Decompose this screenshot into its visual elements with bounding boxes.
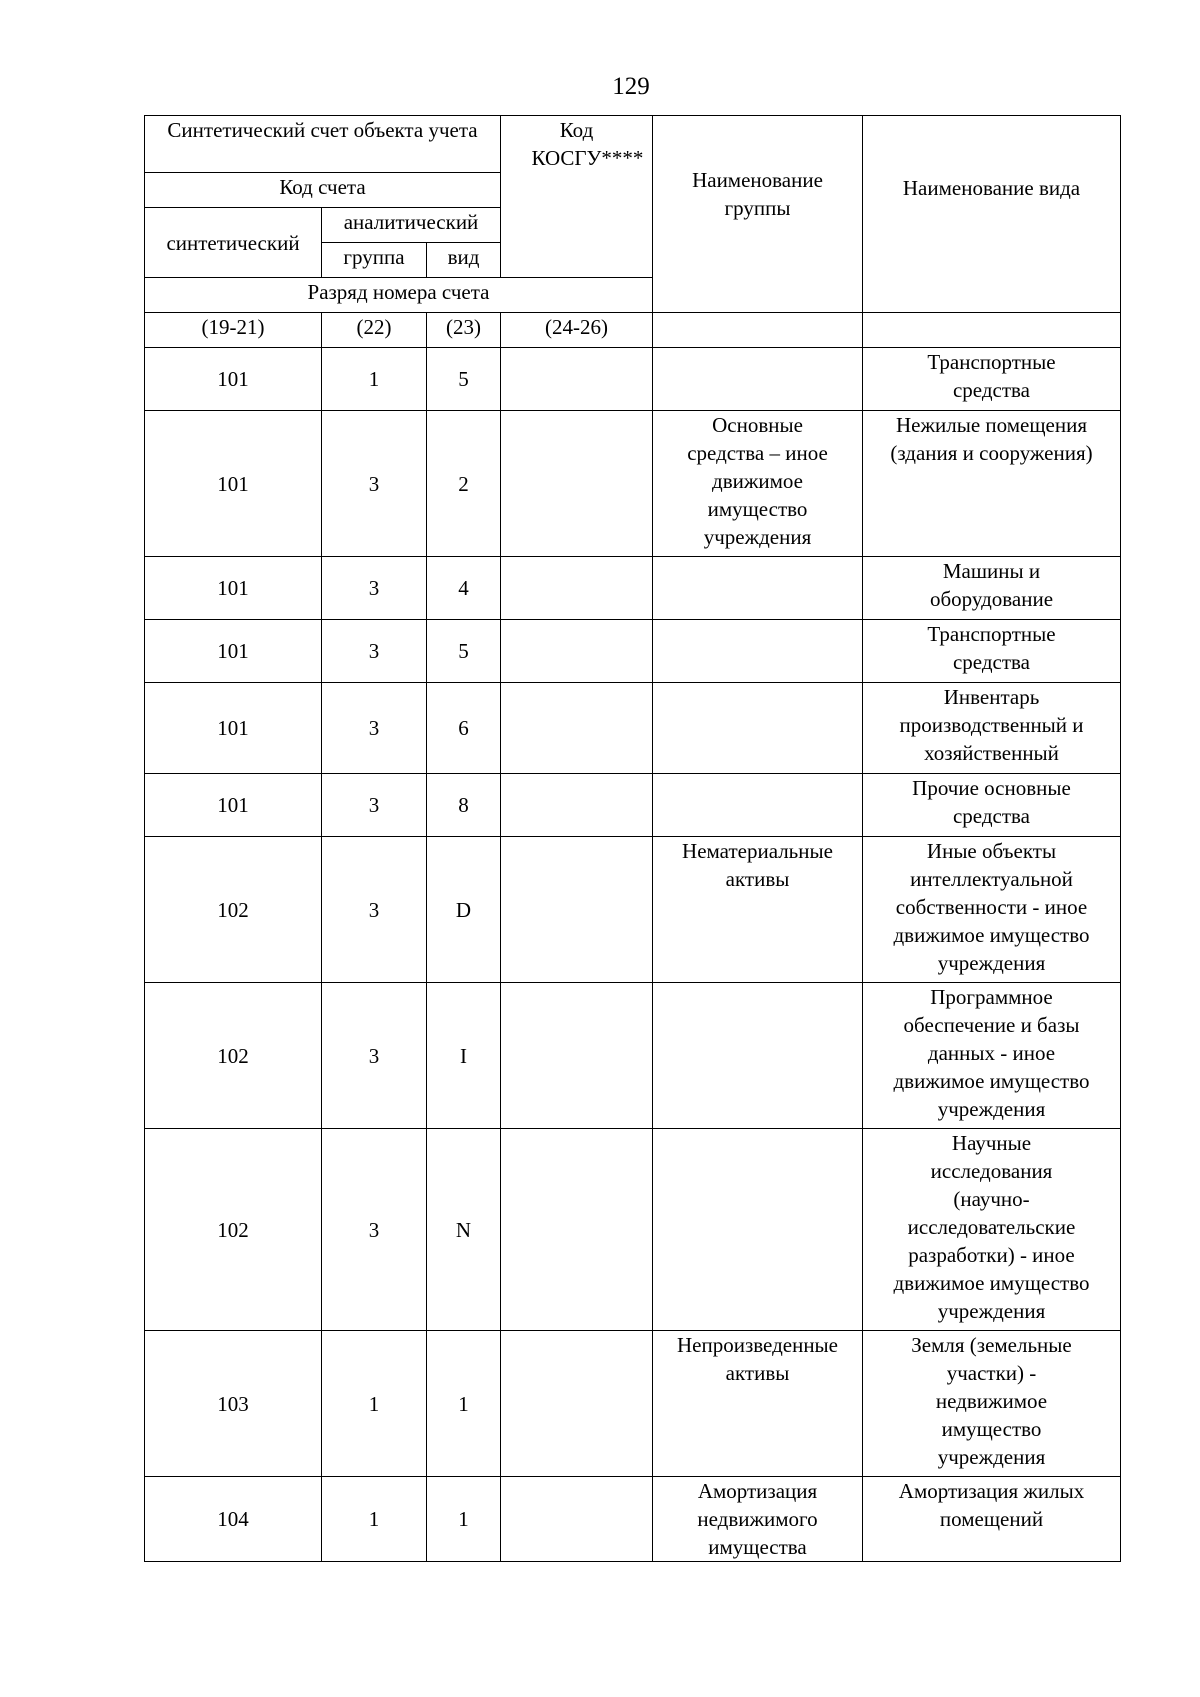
table-row <box>145 983 1121 1129</box>
header-digit-synthetic: (19-21) <box>145 313 322 348</box>
header-analytical: аналитический <box>322 208 501 243</box>
header-kosgu: Код КОСГУ**** <box>501 116 653 278</box>
type-cell: 1 <box>427 1331 501 1477</box>
synthetic-cell: 101 <box>145 348 322 411</box>
page-number: 129 <box>612 73 650 100</box>
header-row-6 <box>145 313 1121 348</box>
kosgu-cell <box>501 837 653 983</box>
synthetic-cell: 101 <box>145 683 322 774</box>
header-group: группа <box>322 243 427 278</box>
type-name-cell: Нежилые помещения (здания и сооружения) <box>863 411 1121 557</box>
header-type-name: Наименование вида <box>863 116 1121 313</box>
table-row <box>145 1331 1121 1477</box>
type-cell: D <box>427 837 501 983</box>
header-account-code: Код счета <box>145 173 501 208</box>
group-cell: 3 <box>322 557 427 620</box>
type-name-cell: Транспортные средства <box>863 348 1121 411</box>
group-cell: 1 <box>322 1331 427 1477</box>
group-name-cell <box>653 774 863 837</box>
table-row <box>145 1129 1121 1331</box>
type-name-cell: Программное обеспечение и базы данных - иное движимое имущество учреждения <box>863 983 1121 1129</box>
group-cell: 3 <box>322 683 427 774</box>
group-name-cell <box>653 683 863 774</box>
group-name-cell <box>653 348 863 411</box>
table-row <box>145 774 1121 837</box>
type-cell: 2 <box>427 411 501 557</box>
group-cell: 3 <box>322 837 427 983</box>
type-name-cell: Амортизация жилых помещений <box>863 1477 1121 1562</box>
type-cell: 6 <box>427 683 501 774</box>
type-cell: 8 <box>427 774 501 837</box>
table-row <box>145 837 1121 983</box>
type-name-cell: Машины и оборудование <box>863 557 1121 620</box>
type-cell: 4 <box>427 557 501 620</box>
table-row <box>145 620 1121 683</box>
synthetic-cell: 101 <box>145 557 322 620</box>
kosgu-cell <box>501 983 653 1129</box>
header-type: вид <box>427 243 501 278</box>
type-name-cell: Прочие основные средства <box>863 774 1121 837</box>
synthetic-cell: 103 <box>145 1331 322 1477</box>
synthetic-cell: 101 <box>145 620 322 683</box>
kosgu-cell <box>501 411 653 557</box>
header-digit-kosgu: (24-26) <box>501 313 653 348</box>
kosgu-cell <box>501 683 653 774</box>
type-cell: 5 <box>427 348 501 411</box>
synthetic-cell: 101 <box>145 411 322 557</box>
kosgu-cell <box>501 348 653 411</box>
header-digit-empty-1 <box>653 313 863 348</box>
type-name-cell: Земля (земельные участки) - недвижимое имущество учреждения <box>863 1331 1121 1477</box>
group-name-cell <box>653 1129 863 1331</box>
kosgu-cell <box>501 774 653 837</box>
header-digit-empty-2 <box>863 313 1121 348</box>
synthetic-cell: 102 <box>145 1129 322 1331</box>
synthetic-cell: 104 <box>145 1477 322 1562</box>
group-name-cell: Амортизация недвижимого имущества <box>653 1477 863 1562</box>
group-cell: 3 <box>322 620 427 683</box>
type-cell: 1 <box>427 1477 501 1562</box>
group-name-cell <box>653 557 863 620</box>
header-group-name: Наименование группы <box>653 116 863 313</box>
type-cell: N <box>427 1129 501 1331</box>
kosgu-cell <box>501 1477 653 1562</box>
header-account-digits: Разряд номера счета <box>145 278 653 313</box>
table-row <box>145 683 1121 774</box>
header-synthetic: синтетический <box>145 208 322 278</box>
group-name-cell <box>653 620 863 683</box>
table-row <box>145 557 1121 620</box>
kosgu-cell <box>501 1129 653 1331</box>
kosgu-cell <box>501 1331 653 1477</box>
group-cell: 3 <box>322 774 427 837</box>
type-name-cell: Научные исследования (научно- исследовательские разработки) - иное движимое имущество учреждения <box>863 1129 1121 1331</box>
group-name-cell: Нематериальные активы <box>653 837 863 983</box>
type-name-cell: Инвентарь производственный и хозяйственный <box>863 683 1121 774</box>
group-name-cell: Непроизведенные активы <box>653 1331 863 1477</box>
header-digit-group: (22) <box>322 313 427 348</box>
table-row <box>145 1477 1121 1562</box>
group-cell: 3 <box>322 983 427 1129</box>
type-name-cell: Иные объекты интеллектуальной собственности - иное движимое имущество учреждения <box>863 837 1121 983</box>
group-name-cell <box>653 983 863 1129</box>
table-row <box>145 411 1121 557</box>
group-cell: 3 <box>322 1129 427 1331</box>
header-synthetic-account: Синтетический счет объекта учета <box>145 116 501 173</box>
group-cell: 1 <box>322 348 427 411</box>
group-cell: 1 <box>322 1477 427 1562</box>
header-digit-type: (23) <box>427 313 501 348</box>
group-name-cell: Основные средства – иное движимое имущество учреждения <box>653 411 863 557</box>
table-row <box>145 348 1121 411</box>
synthetic-cell: 102 <box>145 983 322 1129</box>
type-name-cell: Транспортные средства <box>863 620 1121 683</box>
synthetic-cell: 101 <box>145 774 322 837</box>
kosgu-cell <box>501 620 653 683</box>
type-cell: I <box>427 983 501 1129</box>
type-cell: 5 <box>427 620 501 683</box>
synthetic-cell: 102 <box>145 837 322 983</box>
group-cell: 3 <box>322 411 427 557</box>
kosgu-cell <box>501 557 653 620</box>
accounts-table <box>144 115 1121 1562</box>
